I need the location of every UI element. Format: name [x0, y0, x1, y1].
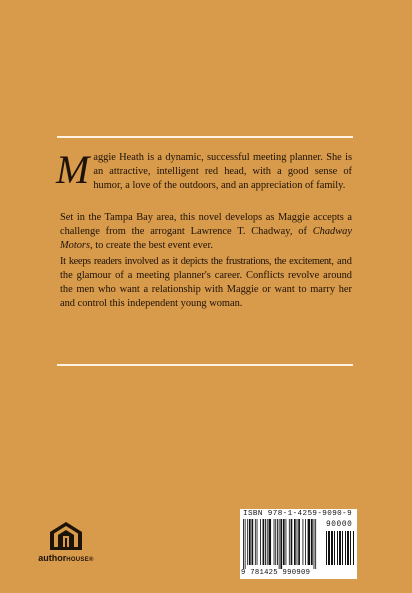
barcode-bar	[347, 531, 349, 565]
barcode-bar	[353, 531, 354, 565]
barcode-bar	[274, 519, 275, 565]
blurb-paragraph-2	[60, 211, 352, 253]
barcode-bar	[334, 531, 335, 565]
paragraph-2-text-b: , to create the best event ever.	[90, 240, 213, 251]
barcode-bar	[298, 519, 300, 565]
paragraph-2-text-a: Set in the Tampa Bay area, this novel develops as Maggie accepts a challenge from the arrogant Lawrence T. Chadway, of	[60, 212, 352, 237]
barcode-bar	[280, 519, 282, 569]
barcode-bar	[260, 519, 261, 565]
publisher-name: authorHOUSE®	[38, 553, 94, 563]
blurb-paragraph-1	[56, 147, 352, 193]
barcode-bar	[283, 519, 285, 565]
barcode-bar	[294, 519, 296, 565]
barcode-bar	[289, 519, 290, 565]
drop-cap: M	[56, 147, 90, 192]
isbn-text: ISBN 978-1-4259-9090-9	[243, 510, 353, 518]
barcode-bar	[255, 519, 256, 565]
barcode-bar	[297, 519, 298, 565]
supplement-barcode-bars	[326, 531, 354, 569]
barcode-bar	[303, 519, 304, 565]
barcode-bar	[331, 531, 333, 565]
barcode-bar	[247, 519, 248, 565]
barcode-bar	[337, 531, 338, 565]
barcode-bar	[311, 519, 313, 565]
barcode-bar	[314, 519, 315, 569]
ean-digits: 9 781425 990909	[241, 569, 311, 577]
barcode-bar	[277, 519, 278, 565]
barcode-bar	[286, 519, 287, 565]
barcode-bar	[269, 519, 272, 565]
barcode-bar	[252, 519, 254, 565]
barcode-bar	[291, 519, 293, 565]
barcode-bar	[342, 531, 343, 565]
barcode-bar	[350, 531, 351, 565]
barcode-bar	[265, 519, 266, 565]
barcode-bar	[315, 519, 316, 569]
barcode-bar	[275, 519, 276, 565]
barcode-bar	[279, 519, 280, 569]
paragraph-1-text: aggie Heath is a dynamic, successful meeting planner. She is an attractive, intelligent red head, with a good sense of humor, a love of the outdoors, and an appreciation of family.	[93, 152, 352, 191]
publisher-logo	[38, 521, 94, 563]
company-name: Chadway Motors	[60, 226, 352, 251]
barcode-bar	[245, 519, 246, 569]
barcode-bar	[345, 531, 346, 565]
blurb-paragraph-3	[60, 255, 352, 311]
ean-barcode-bars	[243, 519, 323, 569]
barcode-bar	[308, 519, 311, 565]
barcode-bar	[267, 519, 268, 565]
barcode-bar	[257, 519, 258, 565]
barcode-bar	[249, 519, 251, 565]
barcode-bar	[305, 519, 306, 565]
top-divider	[57, 136, 353, 138]
price-supplement: 90000	[326, 521, 353, 529]
barcode-bar	[339, 531, 341, 565]
barcode-bar	[326, 531, 327, 565]
barcode-bar	[263, 519, 265, 565]
bottom-divider	[57, 364, 353, 366]
isbn-barcode	[240, 509, 357, 579]
author-house-icon	[49, 521, 83, 551]
barcode-bar	[328, 531, 330, 565]
paragraph-3-text-b: and the glamour of a meeting planner's career. Conflicts revolve around the men who want a relationship with Maggie or want to marry her and control this independent young woman.	[60, 256, 353, 309]
barcode-bar	[243, 519, 244, 569]
paragraph-3-text-a: It keeps readers involved as it depicts the frustrations, the excitement,	[60, 256, 334, 267]
